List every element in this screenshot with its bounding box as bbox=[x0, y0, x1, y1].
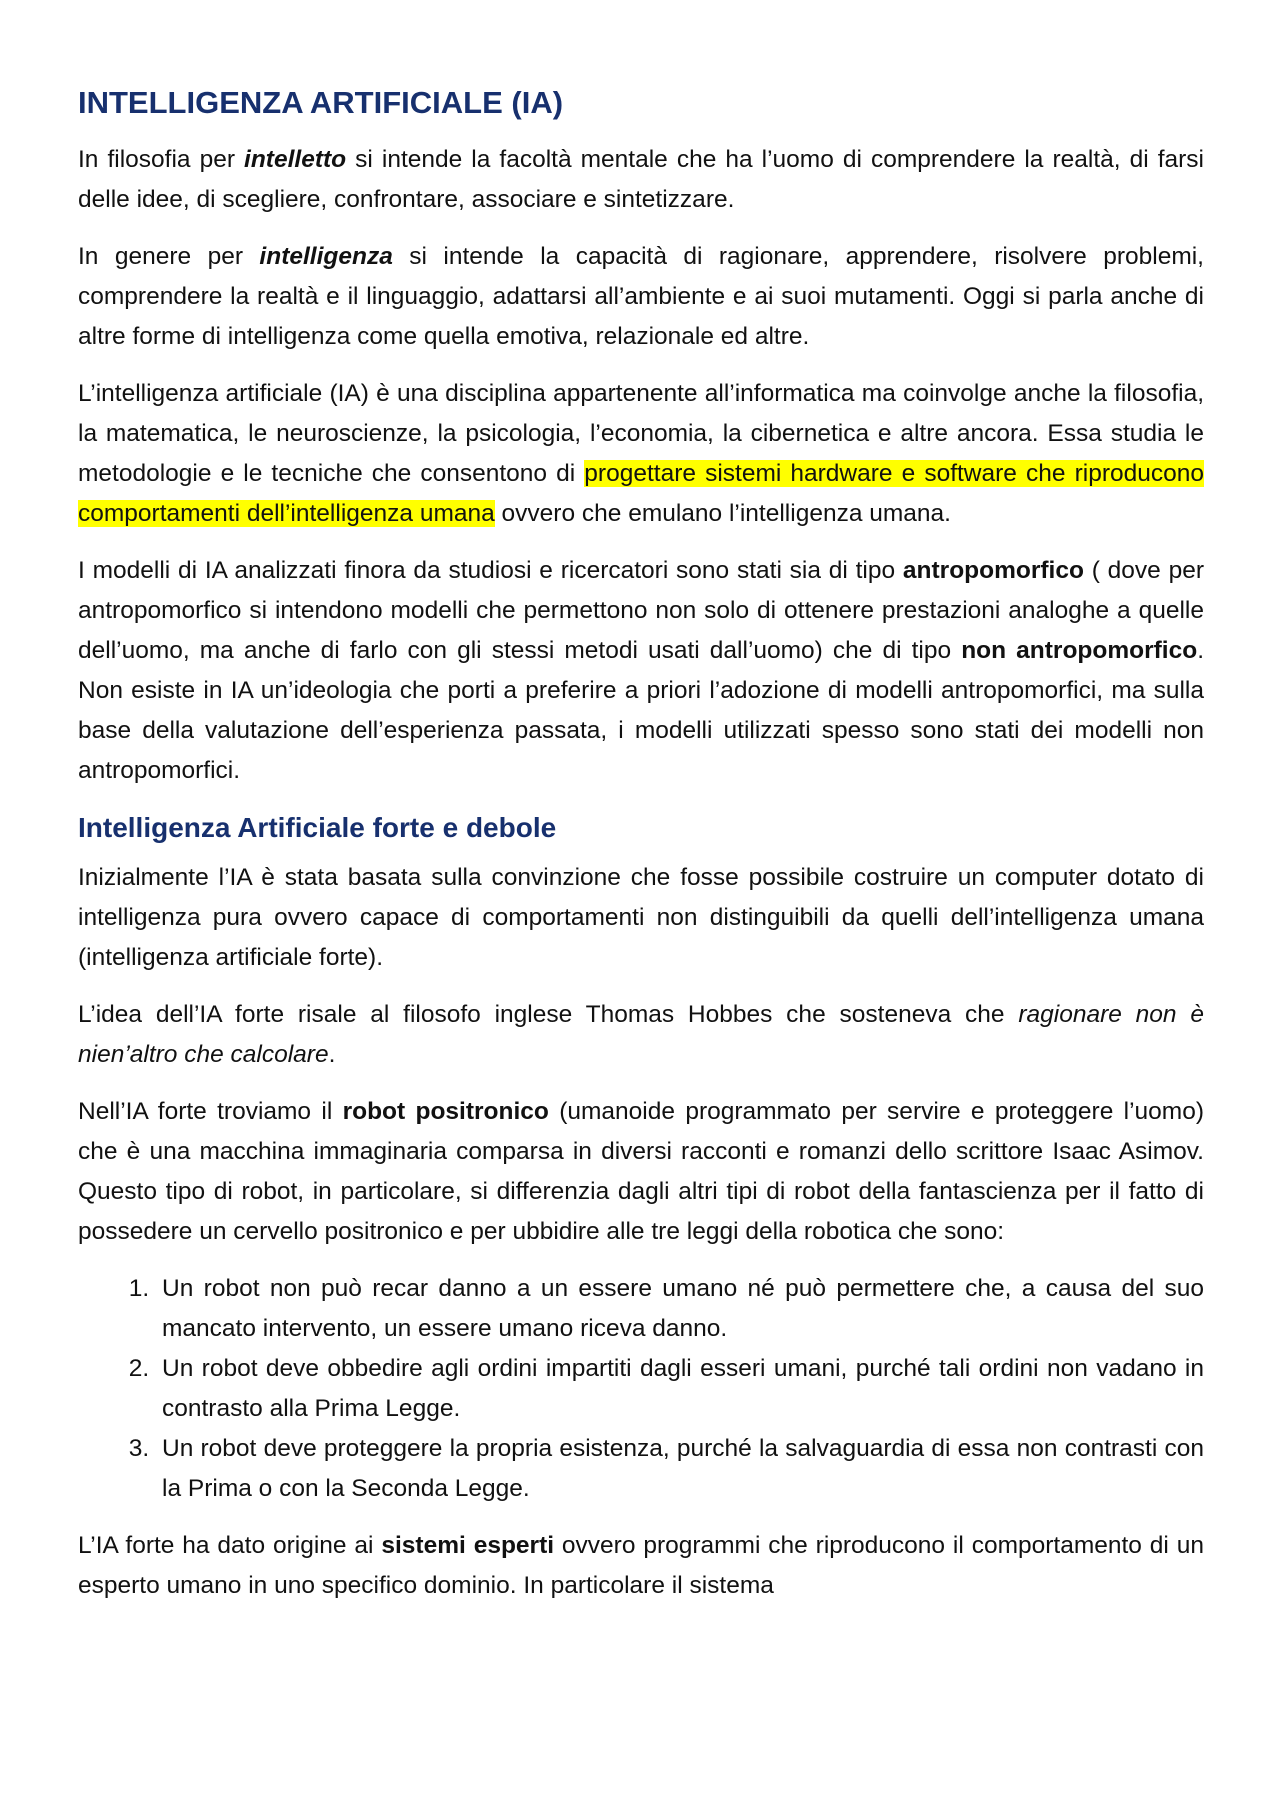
text-run: ( dove per antropomorfico si intendono modelli che permettono non solo di ottenere prestazioni analoghe a quelle dell’uomo, ma anche di farlo con gli stessi metodi usati dall’uomo) che di tipo bbox=[78, 557, 1204, 664]
text-run: . bbox=[328, 1041, 336, 1068]
text-run: . Non esiste in IA un’ideologia che porti a preferire a priori l’adozione di modelli antropomorfici, ma sulla base della valutazione dell’esperienza passata, i modelli utilizzati spesso sono stati dei modelli non antropomorfici. bbox=[78, 637, 1204, 784]
paragraph-intelletto bbox=[78, 140, 1204, 220]
list-item: 3. Un robot deve proteggere la propria esistenza, purché la salvaguardia di essa non contrasti con la Prima o con la Seconda Legge. bbox=[156, 1429, 1204, 1509]
paragraph-ia-definition bbox=[78, 374, 1204, 534]
paragraph-robot-positronico bbox=[78, 1092, 1204, 1252]
term-antropomorfico: antropomorfico bbox=[902, 557, 1084, 584]
page-title: INTELLIGENZA ARTIFICIALE (IA) bbox=[78, 85, 564, 120]
term-non-antropomorfico: non antropomorfico bbox=[961, 637, 1198, 664]
highlighted-text: progettare sistemi hardware e software che riproducono comportamenti dell’intelligenza umana bbox=[78, 460, 1204, 527]
text-run: ovvero che emulano l’intelligenza umana. bbox=[494, 500, 951, 527]
text-run: L’intelligenza artificiale (IA) è una disciplina appartenente all’informatica ma coinvolge anche la filosofia, la matematica, le neuroscienze, la psicologia, l’economia, la cibernetica e altre ancora. Essa studia le metodologie e le tecniche che consentono di bbox=[78, 380, 1204, 487]
term-intelligenza: intelligenza bbox=[259, 243, 393, 270]
list-item: 1. Un robot non può recar danno a un essere umano né può permettere che, a causa del suo mancato intervento, un essere umano riceva danno. bbox=[156, 1269, 1204, 1349]
document-page bbox=[78, 80, 1204, 1623]
paragraph-sistemi-esperti bbox=[78, 1526, 1204, 1606]
term-sistemi-esperti: sistemi esperti bbox=[381, 1532, 555, 1559]
text-run: (umanoide programmato per servire e proteggere l’uomo) che è una macchina immaginaria comparsa in diversi racconti e romanzi dello scrittore Isaac Asimov. Questo tipo di robot, in particolare, si differenzia dagli altri tipi di robot della fantascienza per il fatto di possedere un cervello positronico e per ubbidire alle tre leggi della robotica che sono: bbox=[78, 1098, 1204, 1245]
term-robot-positronico: robot positronico bbox=[342, 1098, 549, 1125]
text-run: In filosofia per bbox=[78, 146, 245, 173]
paragraph-intelligenza bbox=[78, 237, 1204, 357]
text-run: ovvero programmi che riproducono il comportamento di un esperto umano in uno specifico dominio. In particolare il sistema bbox=[78, 1532, 1204, 1599]
robotics-laws-list bbox=[78, 1269, 1204, 1509]
text-run: In genere per bbox=[78, 243, 260, 270]
text-run: I modelli di IA analizzati finora da studiosi e ricercatori sono stati sia di tipo bbox=[78, 557, 903, 584]
quote-hobbes: ragionare non è nien’altro che calcolare bbox=[78, 1001, 1204, 1068]
paragraph-ia-forte-intro: Inizialmente l’IA è stata basata sulla convinzione che fosse possibile costruire un computer dotato di intelligenza pura ovvero capace di comportamenti non distinguibili da quelli dell’intelligenza umana (intelligenza artificiale forte). bbox=[78, 864, 1204, 971]
text-run: si intende la facoltà mentale che ha l’uomo di comprendere la realtà, di farsi delle idee, di scegliere, confrontare, associare e sintetizzare. bbox=[78, 146, 1204, 213]
term-intelletto: intelletto bbox=[244, 146, 347, 173]
text-run: si intende la capacità di ragionare, apprendere, risolvere problemi, comprendere la realtà e il linguaggio, adattarsi all’ambiente e ai suoi mutamenti. Oggi si parla anche di altre forme di intelligenza come quella emotiva, relazionale ed altre. bbox=[78, 243, 1204, 350]
section-heading: Intelligenza Artificiale forte e debole bbox=[78, 812, 557, 843]
text-run: L’idea dell’IA forte risale al filosofo inglese Thomas Hobbes che sosteneva che bbox=[78, 1001, 1019, 1028]
text-run: Nell’IA forte troviamo il bbox=[78, 1098, 343, 1125]
list-item: 2. Un robot deve obbedire agli ordini impartiti dagli esseri umani, purché tali ordini non vadano in contrasto alla Prima Legge. bbox=[156, 1349, 1204, 1429]
text-run: L’IA forte ha dato origine ai bbox=[78, 1532, 382, 1559]
paragraph-hobbes bbox=[78, 995, 1204, 1075]
paragraph-models bbox=[78, 551, 1204, 791]
